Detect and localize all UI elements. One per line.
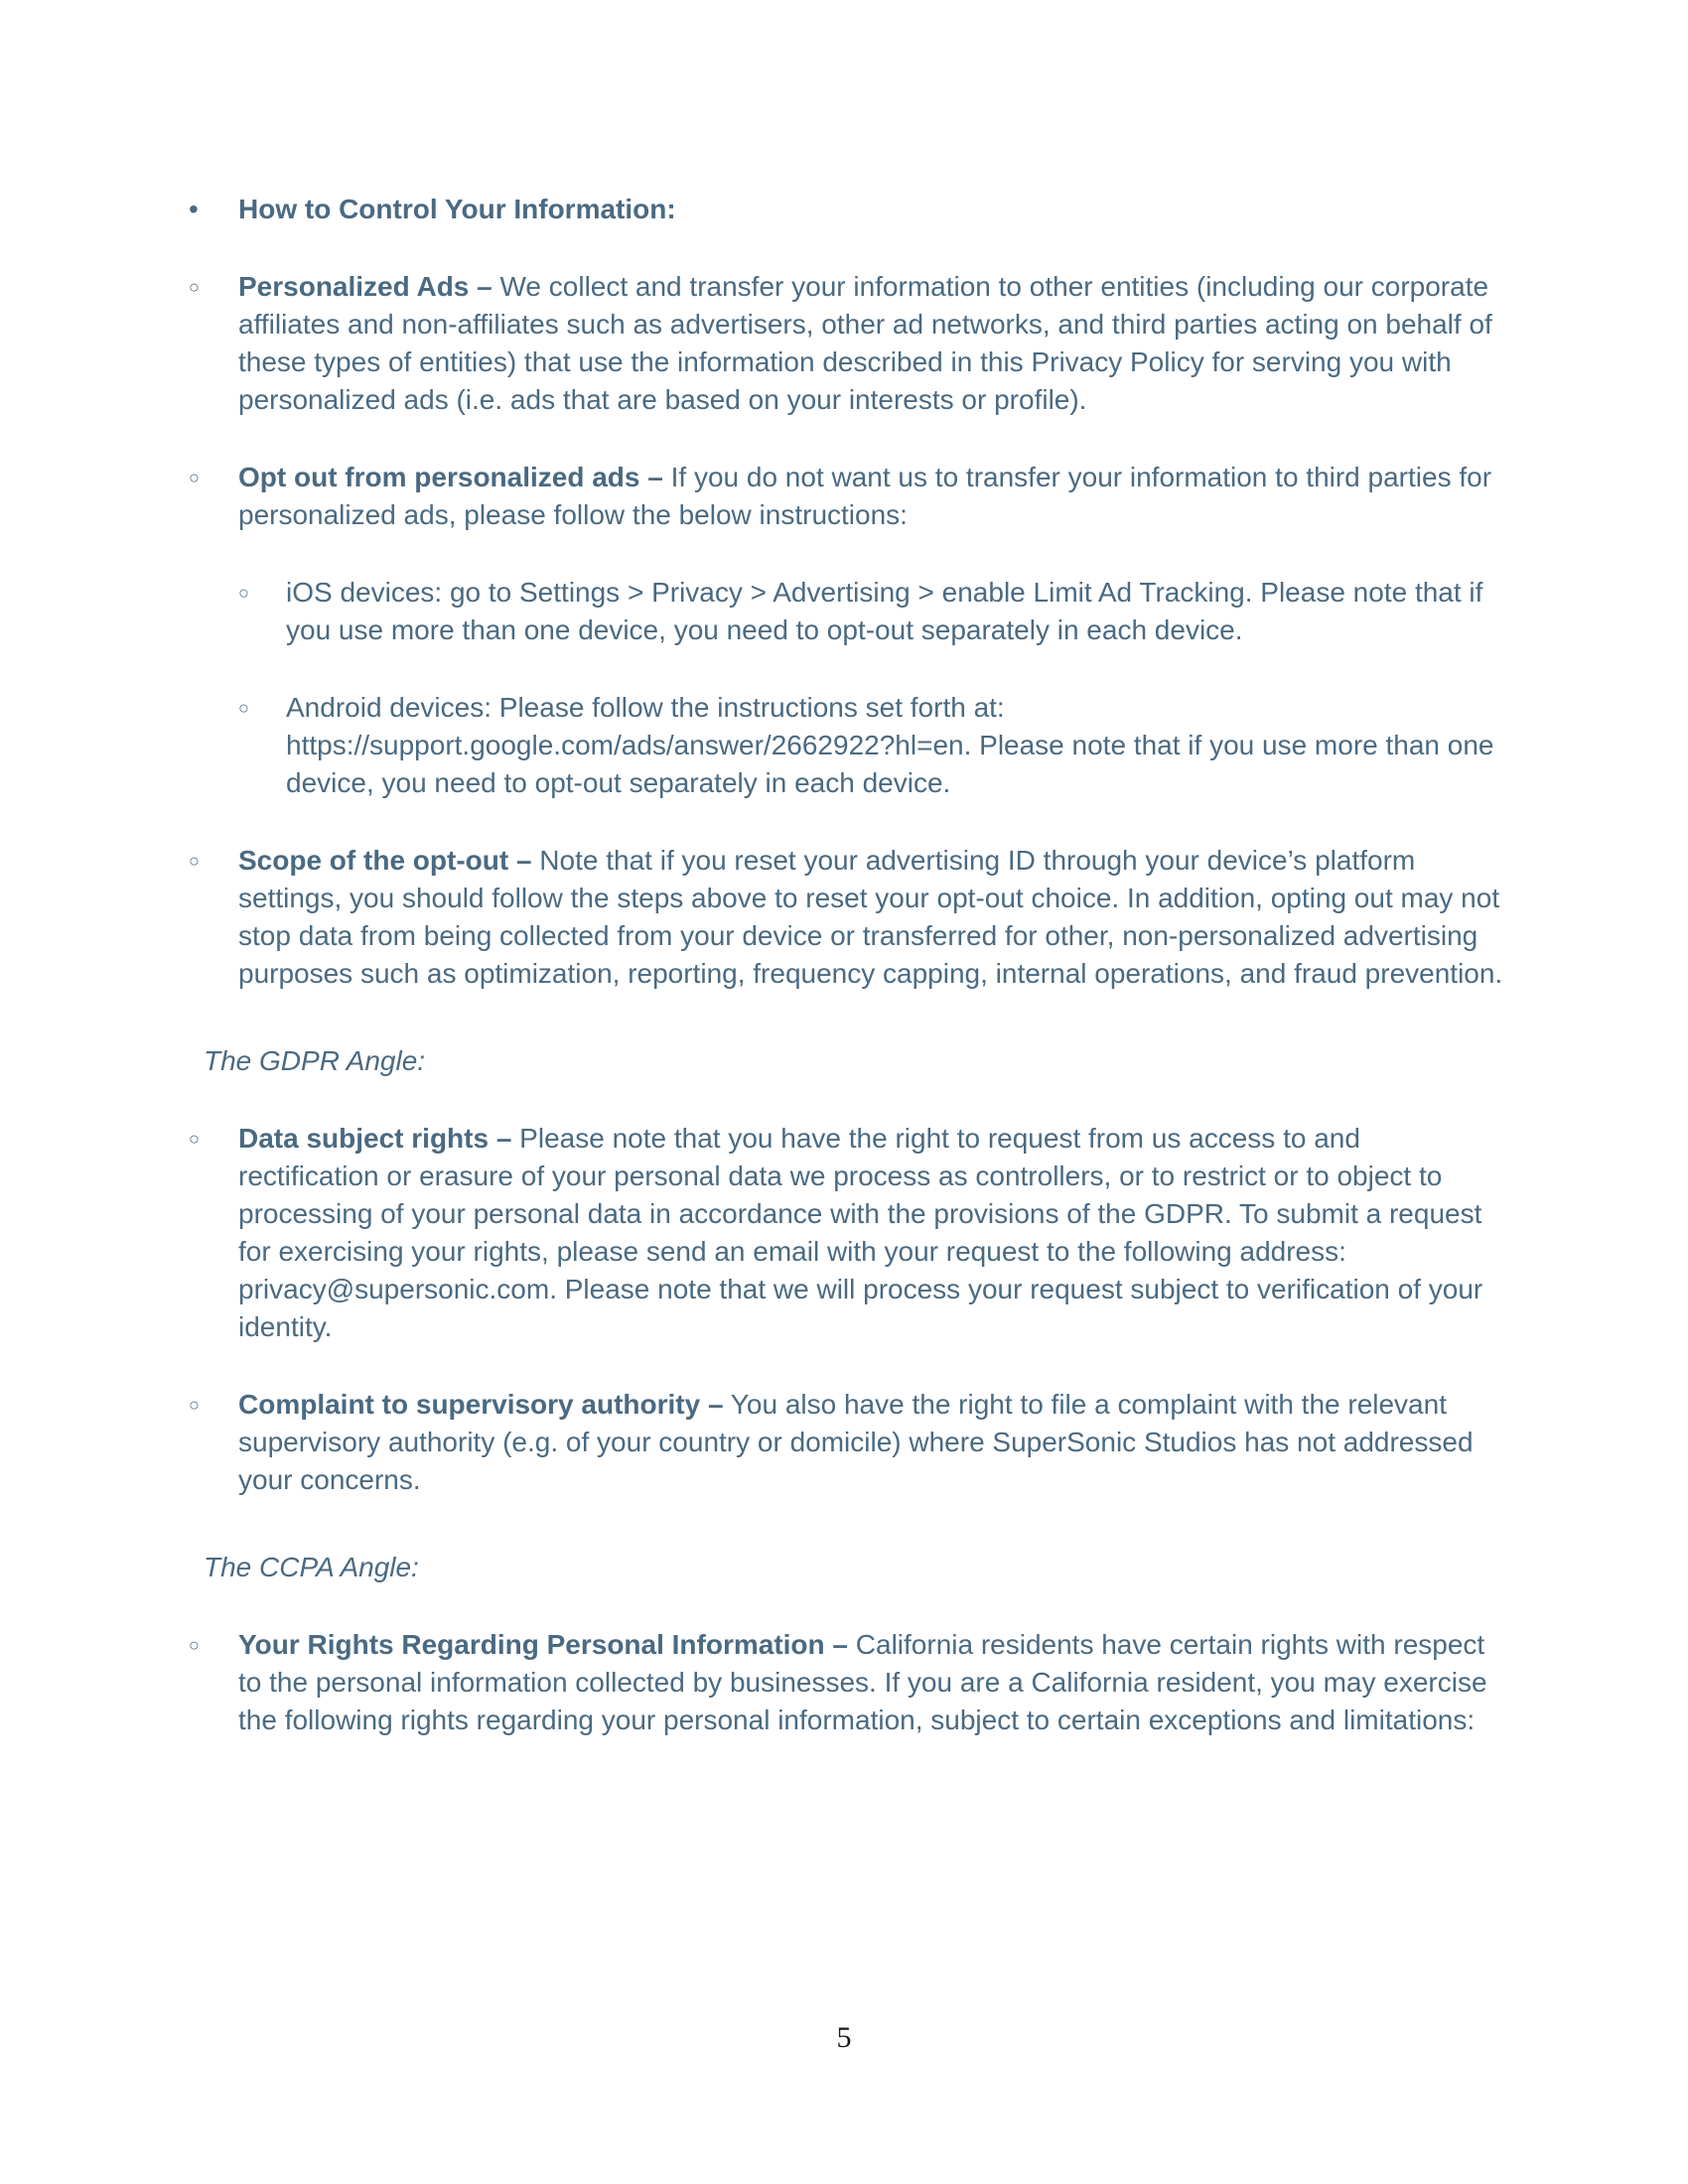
bullet-item-android-devices <box>238 689 1504 802</box>
circle-bullet-icon: ○ <box>189 468 200 487</box>
bullet-item-scope-opt-out <box>189 842 1504 993</box>
paragraph-opt-out <box>238 459 1504 534</box>
bullet-item-how-to-control <box>189 191 1504 228</box>
paragraph-text: We collect and transfer your information to other entities (including our corporate affiliates and non-affiliates such as advertisers, other ad networks, and third parties acting on behalf of these types of entities) that use the information described in this Privacy Policy for serving you with personalized ads (i.e. ads that are based on your interests or profile). <box>238 271 1492 415</box>
paragraph-text: Android devices: Please follow the instructions set forth at: https://support.google.com/ads/answer/2662922?hl=en. Please note that if you use more than one device, you need to opt-out separately in each device. <box>286 692 1494 798</box>
circle-bullet-icon: ○ <box>189 1395 200 1415</box>
paragraph-text: iOS devices: go to Settings > Privacy > Advertising > enable Limit Ad Tracking. Please note that if you use more than one device, you need to opt-out separately in each device. <box>286 577 1483 645</box>
page-number: 5 <box>836 2021 852 2054</box>
paragraph-scope-opt-out <box>238 842 1504 993</box>
bullet-item-your-rights <box>189 1626 1504 1739</box>
section-heading-ccpa-angle: The CCPA Angle: <box>204 1552 419 1582</box>
circle-bullet-icon: ○ <box>189 1129 200 1149</box>
paragraph-text: You also have the right to file a complaint with the relevant supervisory authority (e.g. of your country or domicile) where SuperSonic Studios has not addressed your concerns. <box>238 1389 1474 1495</box>
bold-lead-text: Your Rights Regarding Personal Information – <box>238 1629 848 1660</box>
bold-lead-text: Opt out from personalized ads – <box>238 462 663 492</box>
paragraph-how-to-control <box>238 191 1504 228</box>
bold-lead-text: Personalized Ads – <box>238 271 492 302</box>
bold-lead-text: How to Control Your Information: <box>238 194 676 224</box>
section-heading-gdpr-angle: The GDPR Angle: <box>204 1045 426 1076</box>
paragraph-complaint-authority <box>238 1386 1504 1499</box>
paragraph-text: If you do not want us to transfer your information to third parties for personalized ads, please follow the below instructions: <box>238 462 1492 530</box>
bullet-item-ios-devices <box>238 574 1504 649</box>
filled-bullet-icon: • <box>189 194 199 224</box>
bold-lead-text: Complaint to supervisory authority – <box>238 1389 724 1420</box>
paragraph-text: Note that if you reset your advertising ID through your device’s platform settings, you should follow the steps above to reset your opt-out choice. In addition, opting out may not stop data from being collected from your device or transferred for other, non-personalized advertising purposes such as optimization, reporting, frequency capping, internal operations, and fraud prevention. <box>238 845 1503 989</box>
paragraph-android-devices <box>286 689 1504 802</box>
bullet-item-complaint-authority <box>189 1386 1504 1499</box>
circle-bullet-icon: ○ <box>189 1635 200 1655</box>
bullet-item-opt-out <box>189 459 1504 534</box>
circle-bullet-icon: ○ <box>189 851 200 871</box>
paragraph-ios-devices <box>286 574 1504 649</box>
bold-lead-text: Data subject rights – <box>238 1123 512 1154</box>
circle-bullet-icon: ○ <box>238 583 249 603</box>
paragraph-your-rights <box>238 1626 1504 1739</box>
bold-lead-text: Scope of the opt-out – <box>238 845 532 876</box>
bullet-item-personalized-ads <box>189 268 1504 419</box>
paragraph-text: California residents have certain rights with respect to the personal information collected by businesses. If you are a California resident, you may exercise the following rights regarding your personal information, subject to certain exceptions and limitations: <box>238 1629 1487 1735</box>
circle-bullet-icon: ○ <box>238 698 249 718</box>
paragraph-personalized-ads <box>238 268 1504 419</box>
paragraph-data-subject-rights <box>238 1120 1504 1346</box>
circle-bullet-icon: ○ <box>189 277 200 297</box>
bullet-item-data-subject-rights <box>189 1120 1504 1346</box>
paragraph-text: Please note that you have the right to request from us access to and rectification or erasure of your personal data we process as controllers, or to restrict or to object to processing of your personal data in accordance with the provisions of the GDPR. To submit a request for exercising your rights, please send an email with your request to the following address: privacy@supersonic.com. Please note that we will process your request subject to verification of your identity. <box>238 1123 1483 1342</box>
